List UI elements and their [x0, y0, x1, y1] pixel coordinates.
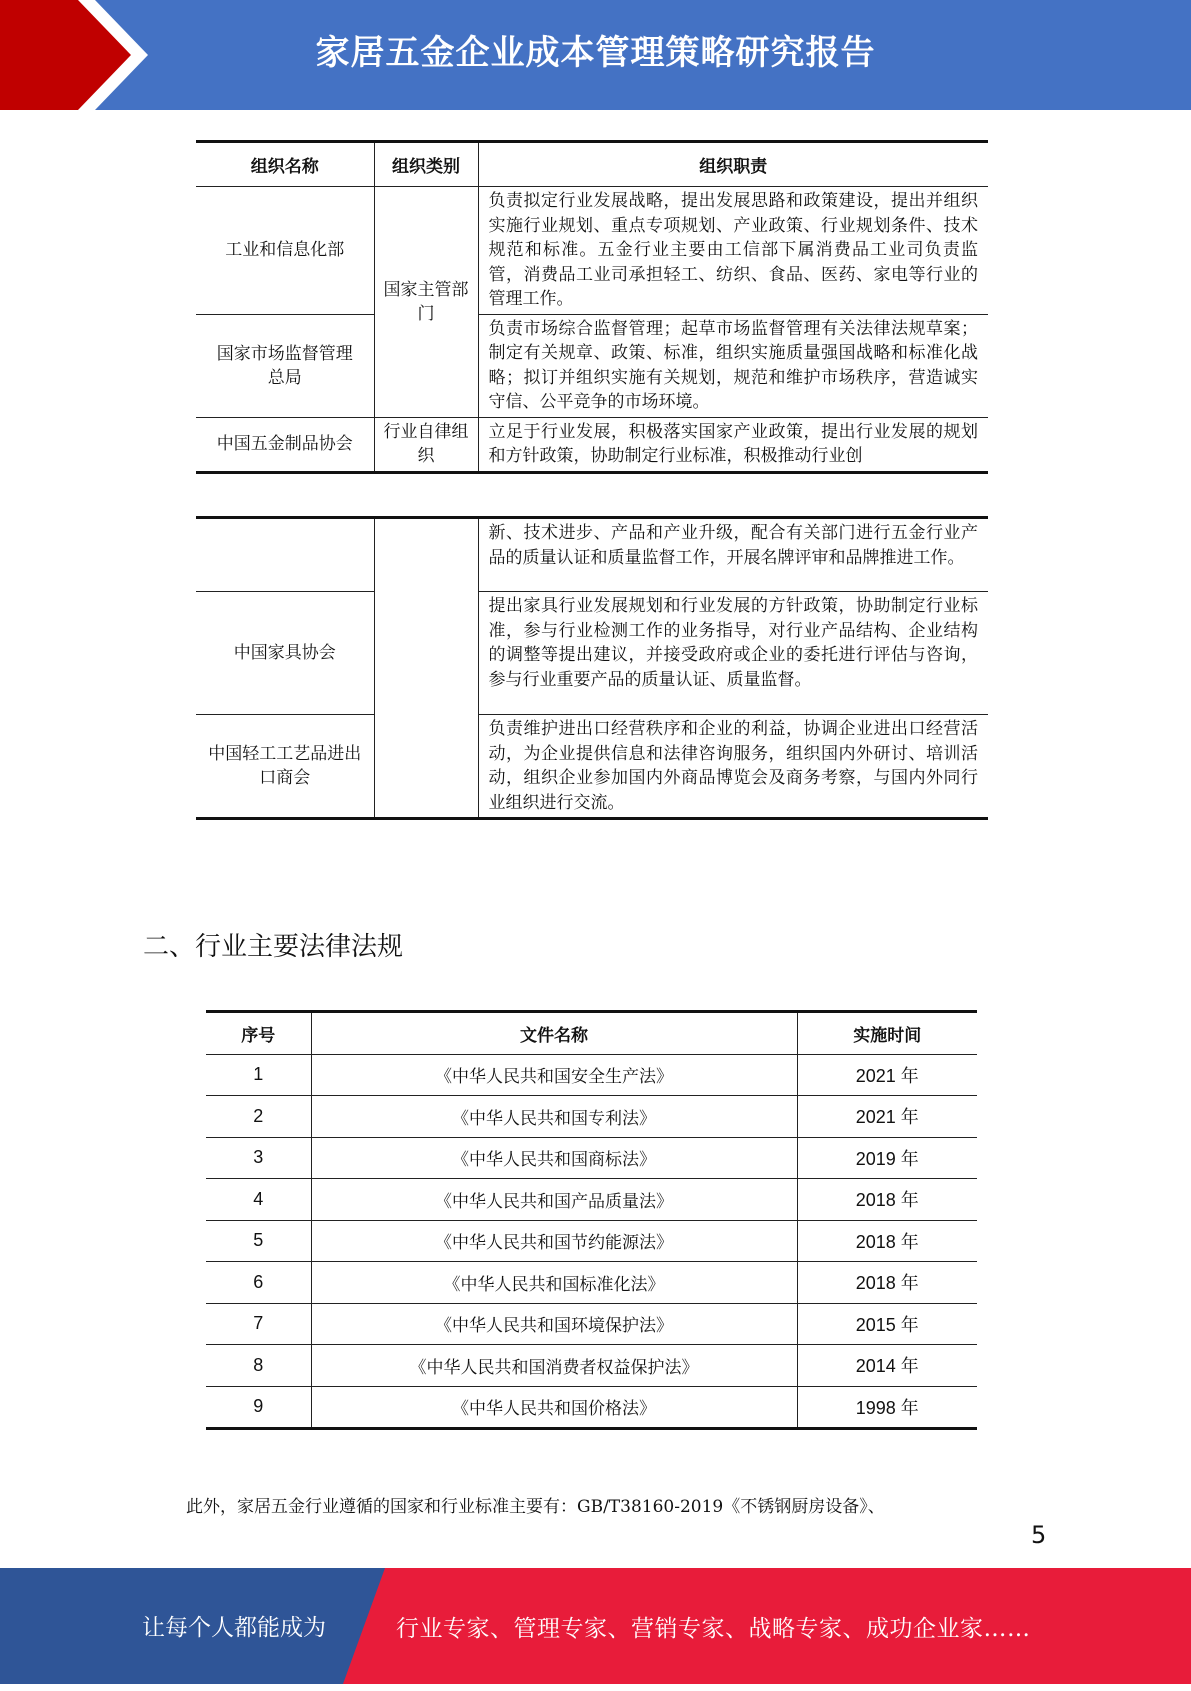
law-seq: 6 [206, 1262, 311, 1304]
law-name: 《中华人民共和国标准化法》 [311, 1262, 797, 1304]
law-date: 2015 年 [797, 1303, 977, 1345]
org-table-part2 [196, 516, 988, 820]
page-footer [0, 1568, 1191, 1684]
law-name: 《中华人民共和国安全生产法》 [311, 1054, 797, 1096]
header-org-category: 组织类别 [374, 142, 478, 187]
org-name: 工业和信息化部 [196, 187, 374, 315]
org-duty: 负责市场综合监督管理；起草市场监督管理有关法律法规草案；制定有关规章、政策、标准，组织实施质量强国战略和标准化战略；拟订并组织实施有关规划，规范和维护市场秩序，营造诚实守信、公平竞争的市场环境。 [478, 314, 988, 417]
law-name: 《中华人民共和国商标法》 [311, 1137, 797, 1179]
org-name: 国家市场监督管理总局 [196, 314, 374, 417]
law-seq: 4 [206, 1179, 311, 1221]
footer-slogan-right: 行业专家、管理专家、营销专家、战略专家、成功企业家…… [396, 1616, 1031, 1642]
org-duty: 提出家具行业发展规划和行业发展的方针政策，协助制定行业标准，参与行业检测工作的业务指导，对行业产品结构、企业结构的调整等提出建议，并接受政府或企业的委托进行评估与咨询，参与行业重要产品的质量认证、质量监督。 [478, 592, 988, 715]
org-name: 中国家具协会 [196, 592, 374, 715]
org-category: 国家主管部门 [374, 187, 478, 418]
law-date: 2018 年 [797, 1179, 977, 1221]
org-duty: 负责维护进出口经营秩序和企业的利益，协调企业进出口经营活动，为企业提供信息和法律咨询服务，组织国内外研讨、培训活动，组织企业参加国内外商品博览会及商务考察，与国内外同行业组织进行交流。 [478, 715, 988, 819]
law-date: 2018 年 [797, 1220, 977, 1262]
law-name: 《中华人民共和国环境保护法》 [311, 1303, 797, 1345]
law-name: 《中华人民共和国节约能源法》 [311, 1220, 797, 1262]
org-name: 中国五金制品协会 [196, 417, 374, 472]
law-name: 《中华人民共和国专利法》 [311, 1096, 797, 1138]
page-header [0, 0, 1191, 110]
law-seq: 5 [206, 1220, 311, 1262]
table-row [196, 518, 988, 592]
table-row [206, 1137, 977, 1179]
law-name: 《中华人民共和国消费者权益保护法》 [311, 1345, 797, 1387]
table-row [196, 314, 988, 417]
table-row [206, 1262, 977, 1304]
table-row [206, 1096, 977, 1138]
footer-slogan-left: 让每个人都能成为 [142, 1615, 326, 1641]
law-name: 《中华人民共和国产品质量法》 [311, 1179, 797, 1221]
law-date: 2021 年 [797, 1054, 977, 1096]
header-doc-name: 文件名称 [311, 1012, 797, 1055]
law-seq: 3 [206, 1137, 311, 1179]
table-row [206, 1220, 977, 1262]
table-row [196, 592, 988, 715]
law-date: 1998 年 [797, 1386, 977, 1429]
table-row [196, 715, 988, 819]
org-duty: 新、技术进步、产品和产业升级，配合有关部门进行五金行业产品的质量认证和质量监督工作，开展名牌评审和品牌推进工作。 [478, 518, 988, 592]
law-date: 2021 年 [797, 1096, 977, 1138]
law-seq: 9 [206, 1386, 311, 1429]
table-row [196, 187, 988, 315]
org-category: 行业自律组织 [374, 417, 478, 472]
header-seq: 序号 [206, 1012, 311, 1055]
law-name: 《中华人民共和国价格法》 [311, 1386, 797, 1429]
org-table-header-row [196, 142, 988, 187]
org-name-empty [196, 518, 374, 592]
law-seq: 8 [206, 1345, 311, 1387]
org-duty: 负责拟定行业发展战略，提出发展思路和政策建设，提出并组织实施行业规划、重点专项规划、产业政策、行业规划条件、技术规范和标准。五金行业主要由工信部下属消费品工业司负责监管，消费品工业司承担轻工、纺织、食品、医药、家电等行业的管理工作。 [478, 187, 988, 315]
header-org-duty: 组织职责 [478, 142, 988, 187]
table-row [196, 417, 988, 472]
page-number: 5 [1031, 1521, 1047, 1549]
header-org-name: 组织名称 [196, 142, 374, 187]
org-duty: 立足于行业发展，积极落实国家产业政策，提出行业发展的规划和方针政策，协助制定行业标准，积极推动行业创 [478, 417, 988, 472]
law-date: 2018 年 [797, 1262, 977, 1304]
law-seq: 1 [206, 1054, 311, 1096]
table-row [206, 1345, 977, 1387]
header-title: 家居五金企业成本管理策略研究报告 [315, 33, 876, 73]
body-paragraph: 此外，家居五金行业遵循的国家和行业标准主要有：GB/T38160-2019《不锈钢厨房设备》、 [186, 1497, 885, 1517]
table-row [206, 1303, 977, 1345]
table-row [206, 1386, 977, 1429]
section-heading: 二、行业主要法律法规 [143, 932, 404, 962]
law-seq: 7 [206, 1303, 311, 1345]
law-table-header-row [206, 1012, 977, 1055]
table-row [206, 1179, 977, 1221]
header-date: 实施时间 [797, 1012, 977, 1055]
org-category-empty [374, 518, 478, 819]
table-row [206, 1054, 977, 1096]
law-seq: 2 [206, 1096, 311, 1138]
law-date: 2014 年 [797, 1345, 977, 1387]
law-date: 2019 年 [797, 1137, 977, 1179]
law-table [206, 1010, 977, 1430]
org-name: 中国轻工工艺品进出口商会 [196, 715, 374, 819]
org-table-part1 [196, 140, 988, 474]
